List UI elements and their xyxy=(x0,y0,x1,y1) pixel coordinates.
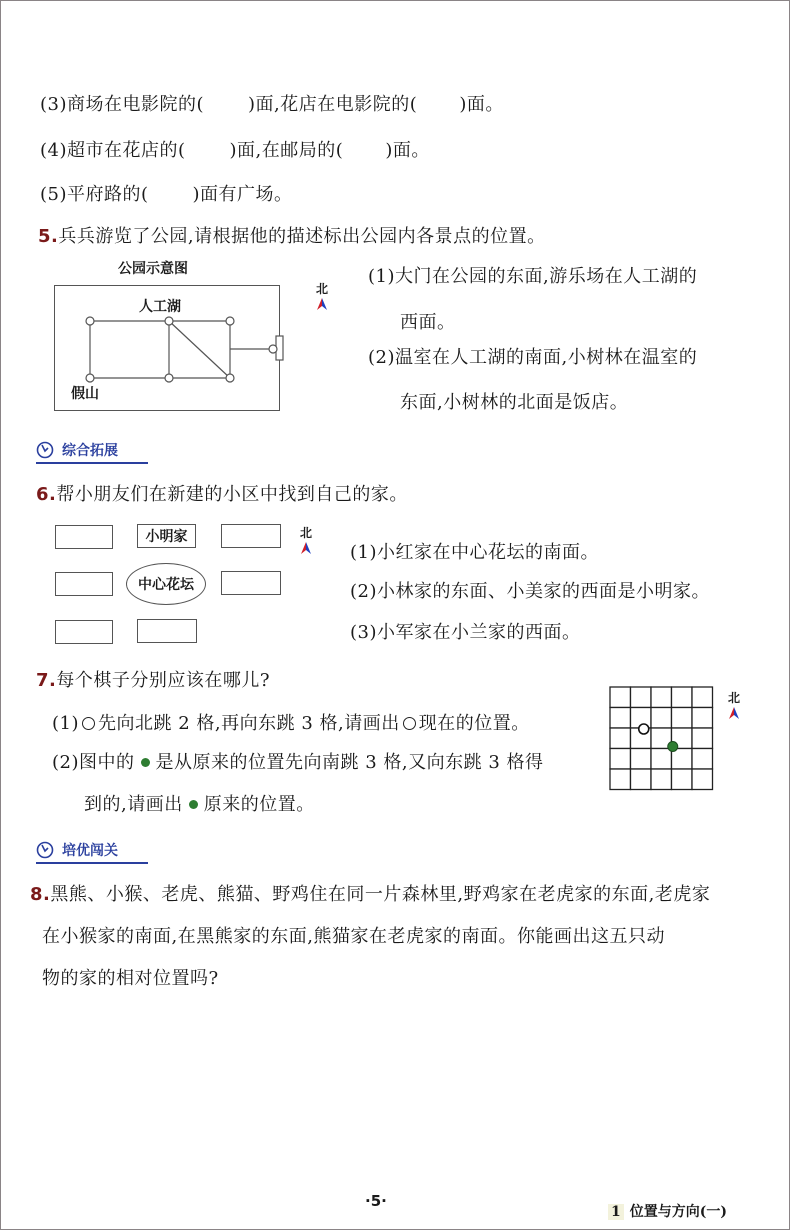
grid-cell[interactable] xyxy=(651,769,672,790)
grid-cell[interactable] xyxy=(610,687,631,708)
grid-cell[interactable] xyxy=(672,769,693,790)
question-number: 7. xyxy=(36,670,57,691)
q7-prompt xyxy=(36,666,270,692)
q8-line-3: 物的家的相对位置吗? xyxy=(42,968,219,989)
item-text: )面有广场。 xyxy=(192,184,293,205)
clue-text: 图中的 xyxy=(79,752,135,773)
hollow-piece[interactable] xyxy=(639,724,649,734)
clue-text: 小红家在中心花坛的南面。 xyxy=(377,542,599,563)
house-box-s[interactable] xyxy=(137,619,197,643)
question-text: 兵兵游览了公园,请根据他的描述标出公园内各景点的位置。 xyxy=(58,226,546,247)
q5-prompt xyxy=(38,222,546,248)
section-header-extension xyxy=(36,438,148,464)
spot-node xyxy=(165,317,173,325)
north-indicator xyxy=(724,689,744,719)
section-header-challenge xyxy=(36,838,148,864)
page-number: ·5· xyxy=(365,1192,387,1210)
clue-text: 现在的位置。 xyxy=(418,713,530,734)
item-label: (5) xyxy=(40,184,67,205)
center-flowerbed: 中心花坛 xyxy=(126,563,206,605)
q6-clue-2 xyxy=(350,577,710,603)
clue-text: 是从原来的位置先向南跳 3 格,又向东跳 3 格得 xyxy=(155,752,544,773)
clue-label: (2) xyxy=(52,752,79,773)
house-box-e[interactable] xyxy=(221,571,281,595)
clue-text: 小林家的东面、小美家的西面是小明家。 xyxy=(377,581,710,602)
north-label: 北 xyxy=(727,691,740,705)
grid-cell[interactable] xyxy=(631,769,652,790)
q6-clue-3 xyxy=(350,618,581,644)
q4-item-3 xyxy=(40,90,504,116)
chess-grid[interactable] xyxy=(609,686,715,794)
house-box-ne[interactable] xyxy=(221,524,281,548)
clue-label: (1) xyxy=(368,266,395,287)
clue-label: (3) xyxy=(350,622,377,643)
grid-cell[interactable] xyxy=(651,687,672,708)
park-diagram-title: 公园示意图 xyxy=(118,261,188,277)
item-text: )面,在邮局的( xyxy=(229,140,344,161)
grid-cell[interactable] xyxy=(692,708,713,729)
north-indicator xyxy=(296,524,316,554)
question-number: 6. xyxy=(36,484,57,505)
spot-node xyxy=(86,374,94,382)
clue-label: (2) xyxy=(350,581,377,602)
q6-prompt xyxy=(36,480,408,506)
clue-text: 小军家在小兰家的西面。 xyxy=(377,622,581,643)
gate-node xyxy=(269,345,277,353)
clock-arrow-icon xyxy=(36,841,54,859)
item-text: )面,花店在电影院的( xyxy=(248,94,418,115)
clue-text: 大门在公园的东面,游乐场在人工湖的 xyxy=(395,266,698,287)
clue-text: 先向北跳 2 格,再向东跳 3 格,请画出 xyxy=(98,713,400,734)
hollow-piece-icon xyxy=(403,717,416,730)
item-label: (4) xyxy=(40,140,67,161)
green-piece-icon xyxy=(189,800,198,809)
q7-clue-2 xyxy=(52,748,544,774)
grid-cell[interactable] xyxy=(651,708,672,729)
q5-clue-1-cont: 西面。 xyxy=(400,312,456,333)
north-indicator xyxy=(312,280,332,310)
question-text: 每个棋子分别应该在哪儿? xyxy=(56,670,271,691)
q5-clue-2 xyxy=(368,343,697,369)
house-box-xiaoming: 小明家 xyxy=(137,524,196,548)
q7-clue-1 xyxy=(52,709,530,735)
spot-node xyxy=(226,374,234,382)
grid-cell[interactable] xyxy=(692,728,713,749)
clue-text: 温室在人工湖的南面,小树林在温室的 xyxy=(395,347,698,368)
green-piece[interactable] xyxy=(668,742,678,752)
clue-text: 原来的位置。 xyxy=(203,794,315,815)
item-text: 商场在电影院的( xyxy=(67,94,205,115)
question-text: 帮小朋友们在新建的小区中找到自己的家。 xyxy=(56,484,408,505)
north-label: 北 xyxy=(299,526,312,540)
grid-cell[interactable] xyxy=(610,728,631,749)
grid-cell[interactable] xyxy=(610,708,631,729)
section-title: 综合拓展 xyxy=(62,443,118,459)
q5-clue-1 xyxy=(368,262,697,288)
grid-cell[interactable] xyxy=(692,687,713,708)
green-piece-icon xyxy=(141,758,150,767)
item-text: )面。 xyxy=(459,94,504,115)
q5-clue-2-cont: 东面,小树林的北面是饭店。 xyxy=(400,392,629,413)
grid-cell[interactable] xyxy=(692,769,713,790)
question-number: 5. xyxy=(38,226,59,247)
house-box-nw[interactable] xyxy=(55,525,113,549)
house-box-w[interactable] xyxy=(55,572,113,596)
spot-node xyxy=(226,317,234,325)
q8-line-2: 在小猴家的南面,在黑熊家的东面,熊猫家在老虎家的南面。你能画出这五只动 xyxy=(42,926,665,947)
rockery-label: 假山 xyxy=(71,386,99,402)
north-arrow-icon xyxy=(301,542,311,554)
spot-node xyxy=(86,317,94,325)
clue-label: (1) xyxy=(52,713,79,734)
clue-label: (1) xyxy=(350,542,377,563)
section-title: 培优闯关 xyxy=(62,843,118,859)
chapter-footer xyxy=(608,1201,727,1221)
question-number: 8. xyxy=(30,884,51,905)
grid-cell[interactable] xyxy=(610,749,631,770)
item-text: )面。 xyxy=(385,140,430,161)
grid-cell[interactable] xyxy=(631,687,652,708)
item-text: 平府路的( xyxy=(67,184,149,205)
q8-line-1 xyxy=(30,880,710,906)
hollow-piece-icon xyxy=(82,717,95,730)
north-arrow-icon xyxy=(729,707,739,719)
north-label: 北 xyxy=(315,282,328,296)
grid-cell[interactable] xyxy=(672,687,693,708)
grid-cell[interactable] xyxy=(631,749,652,770)
house-box-sw[interactable] xyxy=(55,620,113,644)
chapter-number: 1 xyxy=(608,1204,624,1220)
item-text: 超市在花店的( xyxy=(67,140,186,161)
clue-label: (2) xyxy=(368,347,395,368)
clock-arrow-icon xyxy=(36,441,54,459)
q4-item-5 xyxy=(40,180,293,206)
grid-cell[interactable] xyxy=(692,749,713,770)
question-text: 黑熊、小猴、老虎、熊猫、野鸡住在同一片森林里,野鸡家在老虎家的东面,老虎家 xyxy=(50,884,711,905)
spot-node xyxy=(165,374,173,382)
chapter-title: 位置与方向(一) xyxy=(629,1204,727,1220)
grid-cell[interactable] xyxy=(610,769,631,790)
grid-cell[interactable] xyxy=(672,708,693,729)
park-diagram[interactable] xyxy=(54,285,280,411)
q6-clue-1 xyxy=(350,538,599,564)
item-label: (3) xyxy=(40,94,67,115)
grid-cell[interactable] xyxy=(651,749,672,770)
q7-clue-2-cont xyxy=(84,790,315,816)
q4-item-4 xyxy=(40,136,430,162)
north-arrow-icon xyxy=(317,298,327,310)
lake-label: 人工湖 xyxy=(139,299,181,315)
clue-text: 到的,请画出 xyxy=(84,794,183,815)
